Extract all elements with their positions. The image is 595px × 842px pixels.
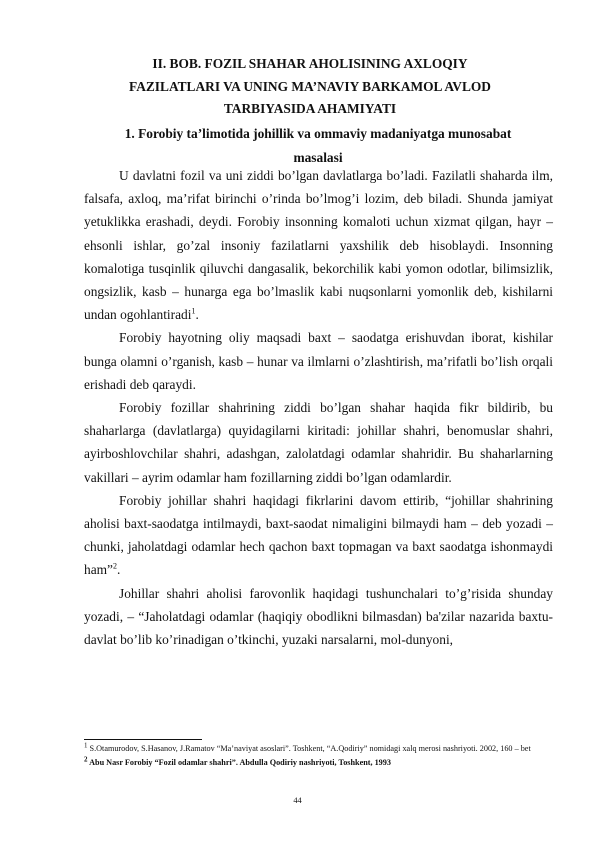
footnote-text: S.Otamurodov, S.Hasanov, J.Ramatov “Ma’naviyat asoslari”. Toshkent, “A.Qodiriy” nomidagi xalq merosi nashriyoti. 2002, 160 – bet [89, 744, 531, 753]
footnote-number: 1 [84, 741, 88, 750]
paragraph-text: Johillar shahri aholisi farovonlik haqidagi tushunchalari to’g’risida shunday yozadi, – “Jaholatdagi odamlar (haqiqiy obodlikni bilmasdan) ba'zilar nazarida baxtu-davlat bo’lib ko’rinadigan o’tkinchi, yuzaki narsalarni, mol-dunyoni, [84, 585, 553, 648]
footnote-2 [84, 754, 553, 769]
paragraph [84, 326, 553, 396]
footnote-number: 2 [84, 754, 88, 763]
section-title [98, 122, 538, 169]
footnotes [84, 743, 553, 768]
paragraph-text: Forobiy johillar shahri haqidagi fikrlarini davom ettirib, “johillar shahrining aholisi baxt-saodatga intilmaydi, baxt-saodat nimaligini bilmaydi ham – deb yozadi – chunki, jaholatdagi odamlar hech qachon baxt topmagan va baxt saodatga ishonmaydi ham” [84, 492, 553, 578]
footnote-divider [84, 739, 202, 740]
body-text [84, 164, 553, 651]
chapter-title [100, 53, 520, 121]
paragraph-end: . [117, 562, 121, 578]
footnote-text: Abu Nasr Forobiy “Fozil odamlar shahri”. Abdulla Qodiriy nashriyoti, Toshkent, 1993 [89, 757, 391, 767]
paragraph-text: Forobiy hayotning oliy maqsadi baxt – saodatga erishuvdan iborat, kishilar bunga olamni o’rganish, kasb – hunar va ilmlarni o’zlashtirish, ma’rifatli bo’lish orqali erishadi deb qaraydi. [84, 330, 553, 392]
page-number: 44 [293, 796, 302, 805]
paragraph-text: Forobiy fozillar shahrining ziddi bo’lgan shahar haqida fikr bildirib, bu shaharlarga (davlatlarga) quyidagilarni kiritadi: johillar shahri, benomuslar shahri, ayirboshlovchilar shahri, adashgan, zalolatdagi odamlar shahridir. Bu shaharlarning vakillari – ayrim odamlar ham fozillarning ziddi bo’lgan odamlardir. [84, 400, 553, 485]
paragraph-text: U davlatni fozil va uni ziddi bo’lgan davlatlarga bo’ladi. Fazilatli shaharda ilm, falsafa, axloq, ma’rifat birinchi o’rinda bo’lmog’i lozim, deb biladi. Shunda jamiyat yetuklikka erashadi, deydi. Forobiy insonning komaloti uchun xizmat qilgan, hayr – ehsonli ishlar, go’zal insoniy fazilatlarni yaxshilik deb hisoblaydi. Insonning komalotiga tusqinlik qiluvchi dangasalik, bekorchilik kabi yomon odotlar, bilimsizlik, ongsizlik, kasb – hunarga ega bo’lmaslik kabi nuqsonlarni yomonlik deb, kishilarni undan ogohlantiradi [84, 168, 553, 323]
paragraph-end: . [195, 307, 199, 323]
footnote-reference[interactable]: 1 [191, 306, 196, 316]
chapter-title-line: II. BOB. FOZIL SHAHAR AHOLISINING AXLOQIY [152, 56, 468, 71]
paragraph [84, 396, 553, 489]
footnote-reference[interactable]: 2 [113, 561, 117, 571]
chapter-title-line: TARBIYASIDA AHAMIYATI [223, 101, 397, 116]
footnote-1 [84, 743, 553, 755]
chapter-title-line: FAZILATLARI VA UNING MA’NAVIY BARKAMOL AVLOD [129, 78, 491, 94]
section-title-line: 1. Forobiy ta’limotida johillik va ommaviy madaniyatga munosabat [124, 126, 512, 141]
paragraph [84, 489, 553, 582]
paragraph [84, 582, 553, 652]
paragraph [84, 164, 553, 326]
section-title-line: masalasi [293, 149, 343, 165]
